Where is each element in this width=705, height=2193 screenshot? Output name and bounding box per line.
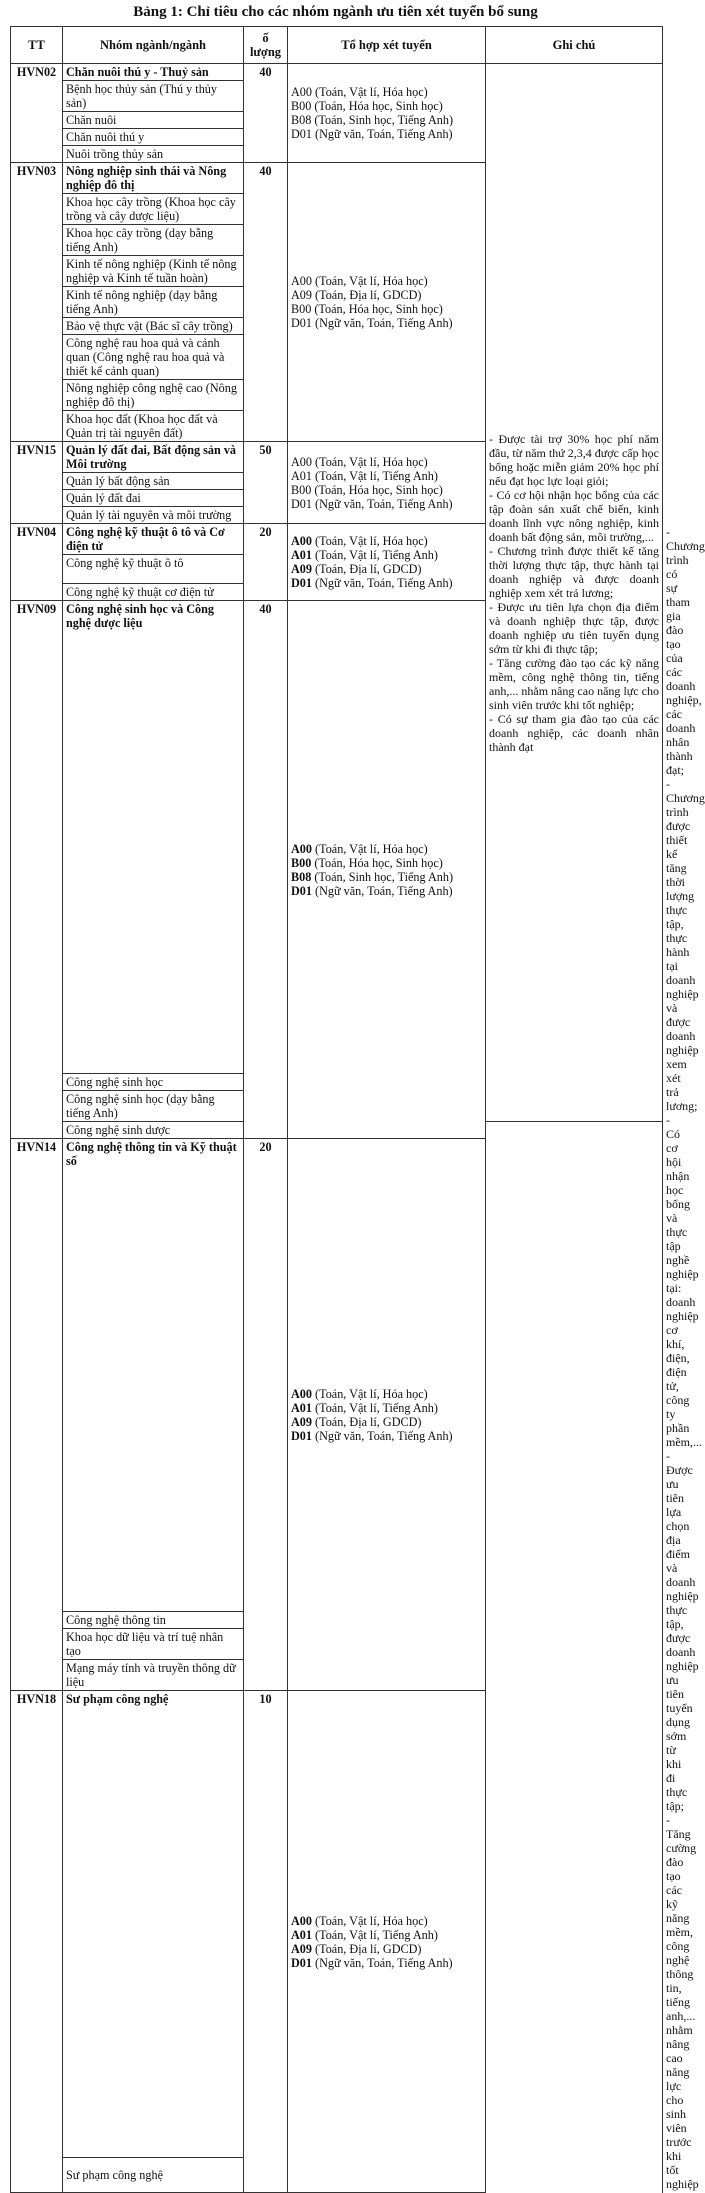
combo-line: D01 (Ngữ văn, Toán, Tiếng Anh) (291, 576, 453, 590)
major-name: Quản lý đất đai (63, 490, 244, 507)
combo-line: A00 (Toán, Vật lí, Hóa học) (291, 274, 428, 288)
combo-line: A00 (Toán, Vật lí, Hóa học) (291, 454, 428, 469)
note-line: - Chương trình được thiết kế tăng thời lượng thực tập, thực hành tại doanh nghiệp và được doanh nghiệp xem xét trả lương; (489, 543, 659, 600)
header-tt: TT (11, 27, 63, 64)
group-quota: 20 (244, 1139, 288, 1691)
combo-line: D01 (Ngữ văn, Toán, Tiếng Anh) (291, 883, 453, 898)
table-title: Bảng 1: Chỉ tiêu cho các nhóm ngành ưu tiên xét tuyển bổ sung (133, 4, 538, 20)
combo-line: A01 (Toán, Vật lí, Tiếng Anh) (291, 1400, 438, 1415)
major-name: Sư phạm công nghệ (63, 2158, 244, 2193)
group-name: Quản lý đất đai, Bất động sản và Môi trường (63, 442, 244, 473)
group-quota: 40 (244, 601, 288, 1139)
major-name: Bảo vệ thực vật (Bác sĩ cây trồng) (63, 318, 244, 335)
major-name: Công nghệ thông tin (63, 1612, 244, 1629)
combo-cell (288, 601, 486, 1139)
combo-cell (288, 524, 486, 601)
combo-line: B00 (Toán, Hóa học, Sinh học) (291, 302, 443, 316)
header-group: Nhóm ngành/ngành (63, 27, 244, 64)
major-name: Quản lý tài nguyên và môi trường (63, 507, 244, 524)
combo-line: A00 (Toán, Vật lí, Hóa học) (291, 1386, 428, 1401)
note-line: - Được tài trợ 30% học phí năm đầu, từ năm thứ 2,3,4 được cấp học bổng hoặc miễn giảm 20% học phí nếu đạt học lực loại giỏi; (489, 431, 659, 488)
combo-line: D01 (Ngữ văn, Toán, Tiếng Anh) (291, 1955, 453, 1970)
group-name: Chăn nuôi thú y - Thuỷ sản (63, 64, 244, 81)
group-row (11, 64, 663, 81)
combo-cell (288, 1691, 486, 2193)
major-name: Bệnh học thủy sản (Thú y thủy sản) (63, 81, 244, 112)
note-line: - Được ưu tiên lựa chọn địa điểm và doanh nghiệp thực tập, được doanh nghiệp ưu tiên tuyển dụng sớm từ khi đi thực tập; (489, 599, 659, 656)
group-row: HVN04 Công nghệ kỹ thuật ô tô và Cơ điện tử 20 A00 (Toán, Vật lí, Hóa học) A01 (Toán, Vật lí, Tiếng Anh) A09 (Toán, Địa lí, GDCD) D01 (Ngữ văn, Toán, Tiếng Anh) - Chương trình có sự tham gia đào tạo của các doanh nghiệp, các doanh nhân thành đạt; - Chương trình được thiết kế tăng thời lượng thực tập, thực hành tại doanh nghiệp và được doanh nghiệp xem xét trả lương; - Có cơ hội nhận học bổng và thực tập nghề nghiệp tại: doanh nghiệp cơ khí, điện, điện tử, công ty phần mềm,... - Được ưu tiên lựa chọn địa điểm và doanh nghiệp thực tập, được doanh nghiệp ưu tiên tuyển dụng sớm từ khi đi thực tập; - Tăng cường đào tạo các kỹ năng mềm, công nghệ thông tin, tiếng anh,... nhằm nâng cao năng lực cho sinh viên trước khi tốt nghiệp (11, 524, 663, 555)
major-name: Công nghệ sinh học (dạy bằng tiếng Anh) (63, 1091, 244, 1122)
major-name: Nông nghiệp công nghệ cao (Nông nghiệp đô thị) (63, 380, 244, 411)
group-name: Nông nghiệp sinh thái và Nông nghiệp đô thị (63, 163, 244, 194)
combo-line: A09 (Toán, Địa lí, GDCD) (291, 562, 422, 576)
major-name: Khoa học dữ liệu và trí tuệ nhân tạo (63, 1629, 244, 1660)
group-name: Công nghệ thông tin và Kỹ thuật số (63, 1139, 244, 1612)
major-name: Kinh tế nông nghiệp (dạy bằng tiếng Anh) (63, 287, 244, 318)
combo-line: A01 (Toán, Vật lí, Tiếng Anh) (291, 468, 438, 483)
major-name: Công nghệ sinh dược (63, 1122, 244, 1139)
group-quota: 50 (244, 442, 288, 524)
admission-table (10, 26, 705, 2193)
group-quota: 40 (244, 64, 288, 163)
combo-line: D01 (Ngữ văn, Toán, Tiếng Anh) (291, 127, 453, 141)
note-line: - Có sự tham gia đào tạo của các doanh nghiệp, các doanh nhân thành đạt (489, 711, 659, 754)
header-row (11, 27, 663, 64)
combo-cell (288, 163, 486, 442)
group-name: Công nghệ kỹ thuật ô tô và Cơ điện tử (63, 524, 244, 555)
combo-line: B08 (Toán, Sinh học, Tiếng Anh) (291, 869, 454, 884)
combo-line: D01 (Ngữ văn, Toán, Tiếng Anh) (291, 1428, 453, 1443)
group-quota: 20 (244, 524, 288, 601)
combo-line: B00 (Toán, Hóa học, Sinh học) (291, 855, 443, 870)
major-name: Công nghệ kỹ thuật ô tô (63, 555, 244, 584)
header-note: Ghi chú (486, 27, 663, 64)
combo-line: A01 (Toán, Vật lí, Tiếng Anh) (291, 548, 438, 562)
header-quota: ố lượng (244, 27, 288, 64)
major-name: Chăn nuôi (63, 112, 244, 129)
group-code: HVN04 (11, 524, 63, 601)
major-name: Quản lý bất động sản (63, 473, 244, 490)
major-name: Kinh tế nông nghiệp (Kinh tế nông nghiệp và Kinh tế tuần hoàn) (63, 256, 244, 287)
combo-line: A00 (Toán, Vật lí, Hóa học) (291, 1913, 428, 1928)
combo-line: B00 (Toán, Hóa học, Sinh học) (291, 482, 443, 497)
combo-cell (288, 442, 486, 524)
combo-line: D01 (Ngữ văn, Toán, Tiếng Anh) (291, 316, 453, 330)
combo-line: A00 (Toán, Vật lí, Hóa học) (291, 841, 428, 856)
combo-cell (288, 1139, 486, 1691)
header-combo: Tổ hợp xét tuyển (288, 27, 486, 64)
major-name: Chăn nuôi thú y (63, 129, 244, 146)
group-code: HVN09 (11, 601, 63, 1139)
group-row (11, 1691, 663, 2158)
group-row (11, 1139, 663, 1612)
group-code: HVN02 (11, 64, 63, 163)
group-code: HVN18 (11, 1691, 63, 2193)
combo-line: A09 (Toán, Địa lí, GDCD) (291, 1414, 422, 1429)
group-name: Công nghệ sinh học và Công nghệ dược liệu (63, 601, 244, 1074)
group-code: HVN15 (11, 442, 63, 524)
group-code: HVN14 (11, 1139, 63, 1691)
combo-line: B08 (Toán, Sinh học, Tiếng Anh) (291, 113, 454, 127)
note-line: - Tăng cường đào tạo các kỹ năng mềm, công nghệ thông tin, tiếng anh,... nhằm nâng cao năng lực cho sinh viên trước khi tốt nghiệp; (489, 655, 659, 712)
group-quota: 40 (244, 163, 288, 442)
major-name: Công nghệ kỹ thuật cơ điện tử (63, 584, 244, 601)
major-name: Công nghệ sinh học (63, 1074, 244, 1091)
combo-line: A09 (Toán, Địa lí, GDCD) (291, 1941, 422, 1956)
group-name: Sư phạm công nghệ (63, 1691, 244, 2158)
major-name: Khoa học cây trồng (Khoa học cây trồng và cây dược liệu) (63, 194, 244, 225)
group-code: HVN03 (11, 163, 63, 442)
major-name: Khoa học đất (Khoa học đất và Quản trị tài nguyên đất) (63, 411, 244, 442)
combo-line: A09 (Toán, Địa lí, GDCD) (291, 288, 422, 302)
note-line: - Có cơ hội nhận học bổng của các tập đoàn sản xuất chế biến, kinh doanh lĩnh vực nông nghiệp, kinh doanh bất động sản, môi trường,... (489, 487, 659, 544)
major-name: Công nghệ rau hoa quả và cảnh quan (Công nghệ rau hoa quả và thiết kế cảnh quan) (63, 335, 244, 380)
major-name: Mạng máy tính và truyền thông dữ liệu (63, 1660, 244, 1691)
combo-line: A00 (Toán, Vật lí, Hóa học) (291, 85, 428, 99)
combo-line: A00 (Toán, Vật lí, Hóa học) (291, 534, 428, 548)
major-name: Khoa học cây trồng (dạy bằng tiếng Anh) (63, 225, 244, 256)
combo-line: A01 (Toán, Vật lí, Tiếng Anh) (291, 1927, 438, 1942)
combo-cell (288, 64, 486, 163)
group-quota: 10 (244, 1691, 288, 2193)
combo-line: D01 (Ngữ văn, Toán, Tiếng Anh) (291, 496, 453, 511)
major-name: Nuôi trồng thủy sản (63, 146, 244, 163)
note-cell (486, 64, 663, 1122)
combo-line: B00 (Toán, Hóa học, Sinh học) (291, 99, 443, 113)
